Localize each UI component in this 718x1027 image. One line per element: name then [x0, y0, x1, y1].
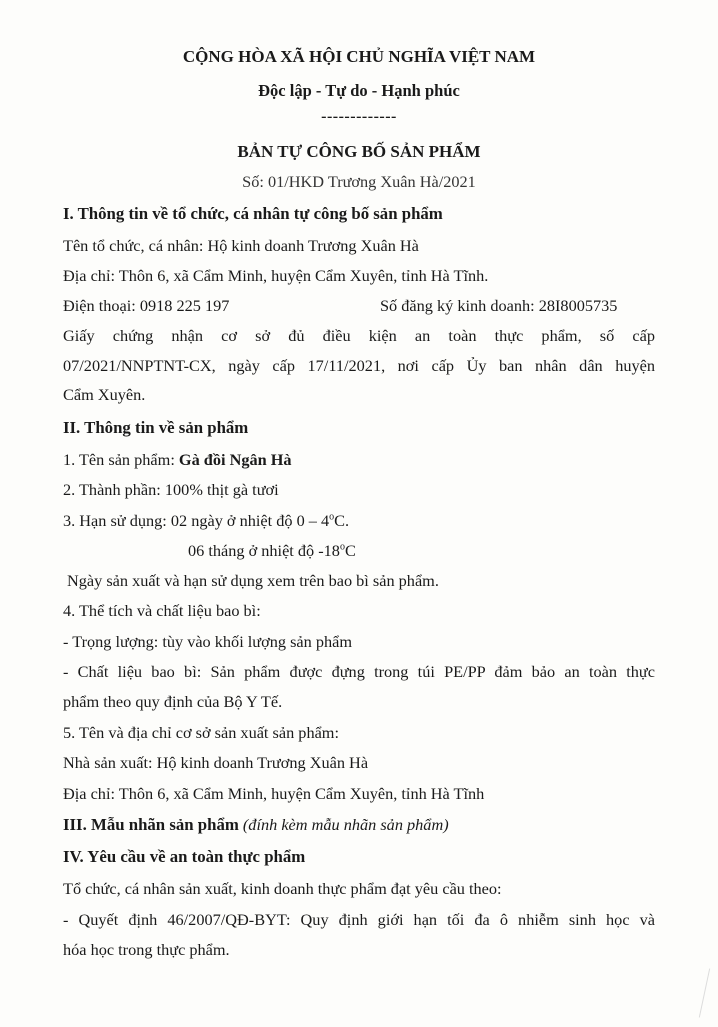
packaging-weight: - Trọng lượng: tùy vào khối lượng sản phẩm	[63, 632, 353, 651]
producer-name: Nhà sản xuất: Hộ kinh doanh Trương Xuân Hà	[63, 753, 369, 772]
shelf-life-1	[63, 511, 349, 531]
business-registration: Số đăng ký kinh doanh: 28I8005735	[380, 296, 618, 315]
safety-intro: Tổ chức, cá nhân sản xuất, kinh doanh thực phẩm đạt yêu cầu theo:	[63, 879, 502, 898]
product-name-value: Gà đồi Ngân Hà	[178, 450, 292, 469]
section-1-heading: I. Thông tin về tổ chức, cá nhân tự công bố sản phẩm	[63, 204, 443, 223]
org-phone: Điện thoại: 0918 225 197	[63, 296, 230, 315]
section-3-heading	[63, 815, 449, 835]
product-name-label: 1. Tên sản phẩm:	[63, 450, 179, 469]
section-2-heading: II. Thông tin về sản phẩm	[63, 418, 249, 437]
packaging-material-line-2: phẩm theo quy định của Bộ Y Tế.	[63, 692, 283, 711]
org-name: Tên tổ chức, cá nhân: Hộ kinh doanh Trương Xuân Hà	[63, 236, 419, 255]
section-4-heading: IV. Yêu cầu về an toàn thực phẩm	[63, 847, 306, 866]
decision-line-2: hóa học trong thực phẩm.	[63, 940, 230, 959]
production-dates: Ngày sản xuất và hạn sử dụng xem trên bao bì sản phẩm.	[67, 571, 439, 590]
decision-line-1: - Quyết định 46/2007/QĐ-BYT: Quy định giới hạn tối đa ô nhiễm sinh học và	[63, 910, 655, 929]
motto: Độc lập - Tự do - Hạnh phúc	[258, 81, 460, 100]
shelf-life-2-text: 06 tháng ở nhiệt độ -18	[188, 541, 340, 560]
producer-address: Địa chỉ: Thôn 6, xã Cẩm Minh, huyện Cẩm Xuyên, tỉnh Hà Tĩnh	[63, 784, 485, 803]
certificate-line-1: Giấy chứng nhận cơ sở đủ điều kiện an toàn thực phẩm, số cấp	[63, 326, 655, 345]
shelf-life-2	[188, 541, 356, 561]
producer-heading: 5. Tên và địa chỉ cơ sở sản xuất sản phẩm:	[63, 723, 339, 742]
degree-sup: o	[339, 541, 345, 553]
degree-sup: o	[329, 511, 335, 523]
country-heading: CỘNG HÒA XÃ HỘI CHỦ NGHĨA VIỆT NAM	[182, 47, 536, 66]
shelf-life-1-text: 3. Hạn sử dụng: 02 ngày ở nhiệt độ 0 – 4	[63, 511, 330, 530]
org-address: Địa chỉ: Thôn 6, xã Cẩm Minh, huyện Cẩm Xuyên, tỉnh Hà Tĩnh.	[63, 266, 489, 285]
shelf-life-2-unit: C	[344, 541, 356, 560]
ingredients: 2. Thành phần: 100% thịt gà tươi	[63, 480, 279, 499]
document-number: Số: 01/HKD Trương Xuân Hà/2021	[242, 172, 476, 191]
certificate-line-2: 07/2021/NNPTNT-CX, ngày cấp 17/11/2021, nơi cấp Ủy ban nhân dân huyện	[63, 356, 655, 375]
shelf-life-1-unit: C.	[334, 511, 350, 530]
divider: -------------	[321, 108, 397, 125]
section-3-title: III. Mẫu nhãn sản phẩm	[63, 815, 239, 834]
packaging-heading: 4. Thể tích và chất liệu bao bì:	[63, 601, 261, 620]
packaging-material-line-1: - Chất liệu bao bì: Sản phẩm được đựng trong túi PE/PP đảm bảo an toàn thực	[63, 662, 655, 681]
product-name	[63, 450, 292, 470]
scan-mark	[699, 968, 710, 1017]
certificate-line-3: Cẩm Xuyên.	[63, 385, 146, 404]
document-title: BẢN TỰ CÔNG BỐ SẢN PHẨM	[237, 142, 481, 161]
section-3-note: (đính kèm mẫu nhãn sản phẩm)	[238, 815, 449, 834]
